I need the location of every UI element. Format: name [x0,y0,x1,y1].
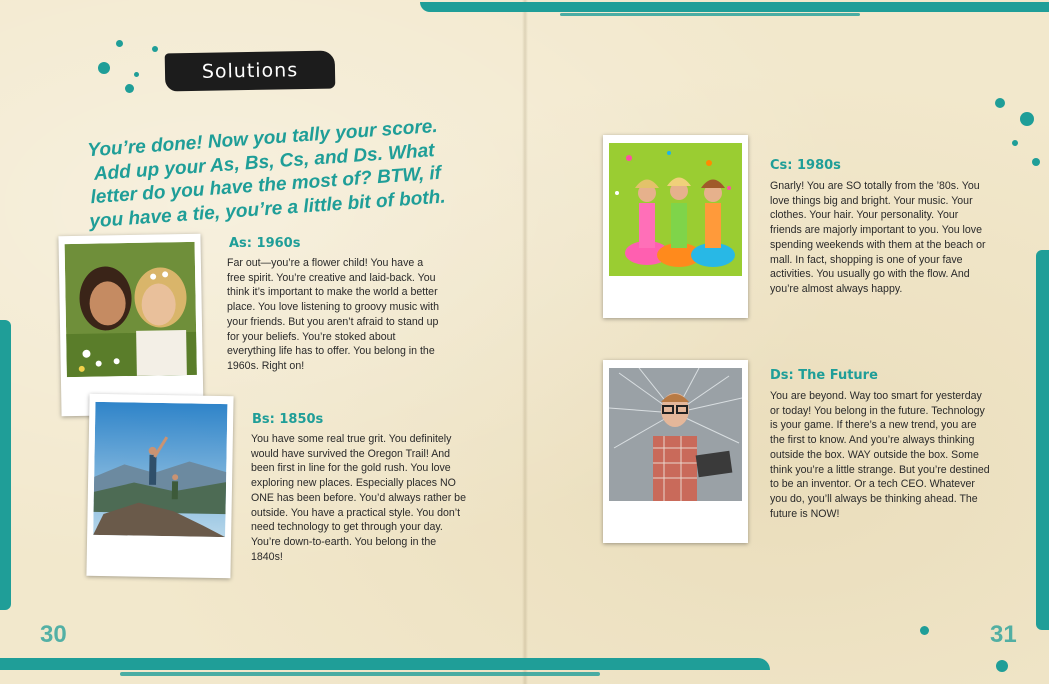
brush-stroke-bottom-thin [120,672,600,676]
brush-stroke-bottom [0,658,770,670]
splatter-dot [1012,140,1018,146]
result-c-title: Cs: 1980s [770,158,841,173]
photo-1850s [86,394,233,578]
splatter-dot [1020,112,1034,126]
splatter-dot [98,62,110,74]
page-heading: Solutions [201,59,299,83]
result-d-text: You are beyond. Way too smart for yesterday or today! You belong in the future. Technology is your game. If there’s a new trend, you are the first to know. And you’re always thinking outside the box. WAY outside the box. Some think you’re a little strange. But you’re destined to be an inventor. Or a tech CEO. Whatever you do, you’ll always be thinking ahead. The future is NOW! [770,390,990,520]
result-c-text: Gnarly! You are SO totally from the ’80s. You love things big and bright. Your music. Your clothes. Your hair. Your personality. Your friends are majorly important to you. You love spending weekends with them at the beach or mall. In fact, shopping is one of your fave activities. You usually go with the flow. And you’re almost always happy. [770,180,986,295]
photo-1980s [603,135,748,318]
book-spine [522,0,528,684]
brush-stroke-left [0,320,11,610]
splatter-dot [125,84,134,93]
result-d-title: Ds: The Future [770,368,878,383]
page-number-left: 30 [40,621,67,648]
tech-guy-image [609,368,742,501]
splatter-dot [996,660,1008,672]
eighties-girls-image [609,143,742,276]
result-b-title: Bs: 1850s [252,412,324,427]
result-a-title: As: 1960s [229,236,301,251]
brush-stroke-top-thin [560,13,860,16]
splatter-dot [116,40,123,47]
result-a-text: Far out—you’re a flower child! You have a free spirit. You’re creative and laid-back. You think it’s important to make the world a better place. You love listening to groovy music with your friends. But you aren’t afraid to stand up for your beliefs. You’re stoked about everything life has to offer. You belong in the 1960s. Right on! [227,257,439,372]
solutions-banner [165,51,336,92]
brush-stroke-right [1036,250,1049,630]
friends-laughing-image [65,242,197,377]
photo-future [603,360,748,543]
brush-stroke-top [420,2,1049,12]
splatter-dot [152,46,158,52]
splatter-dot [920,626,929,635]
photo-1960s [58,234,203,416]
splatter-dot [995,98,1005,108]
intro-text: You’re done! Now you tally your score. Add up your As, Bs, Cs, and Ds. What letter do you have the most of? BTW, if you have a tie, you’re a little bit of both. [86,115,447,232]
splatter-dot [134,72,139,77]
hikers-mountain-image [93,402,227,537]
result-b-text: You have some real true grit. You definitely would have survived the Oregon Trail! And been first in line for the gold rush. You love exploring new places. Especially places NO ONE has been before. You’d always rather be outside. You have a practical style. You don’t need technology to get through your day. You’re down-to-earth. You belong in the 1840s! [251,433,466,563]
splatter-dot [1032,158,1040,166]
page-number-right: 31 [990,621,1017,648]
